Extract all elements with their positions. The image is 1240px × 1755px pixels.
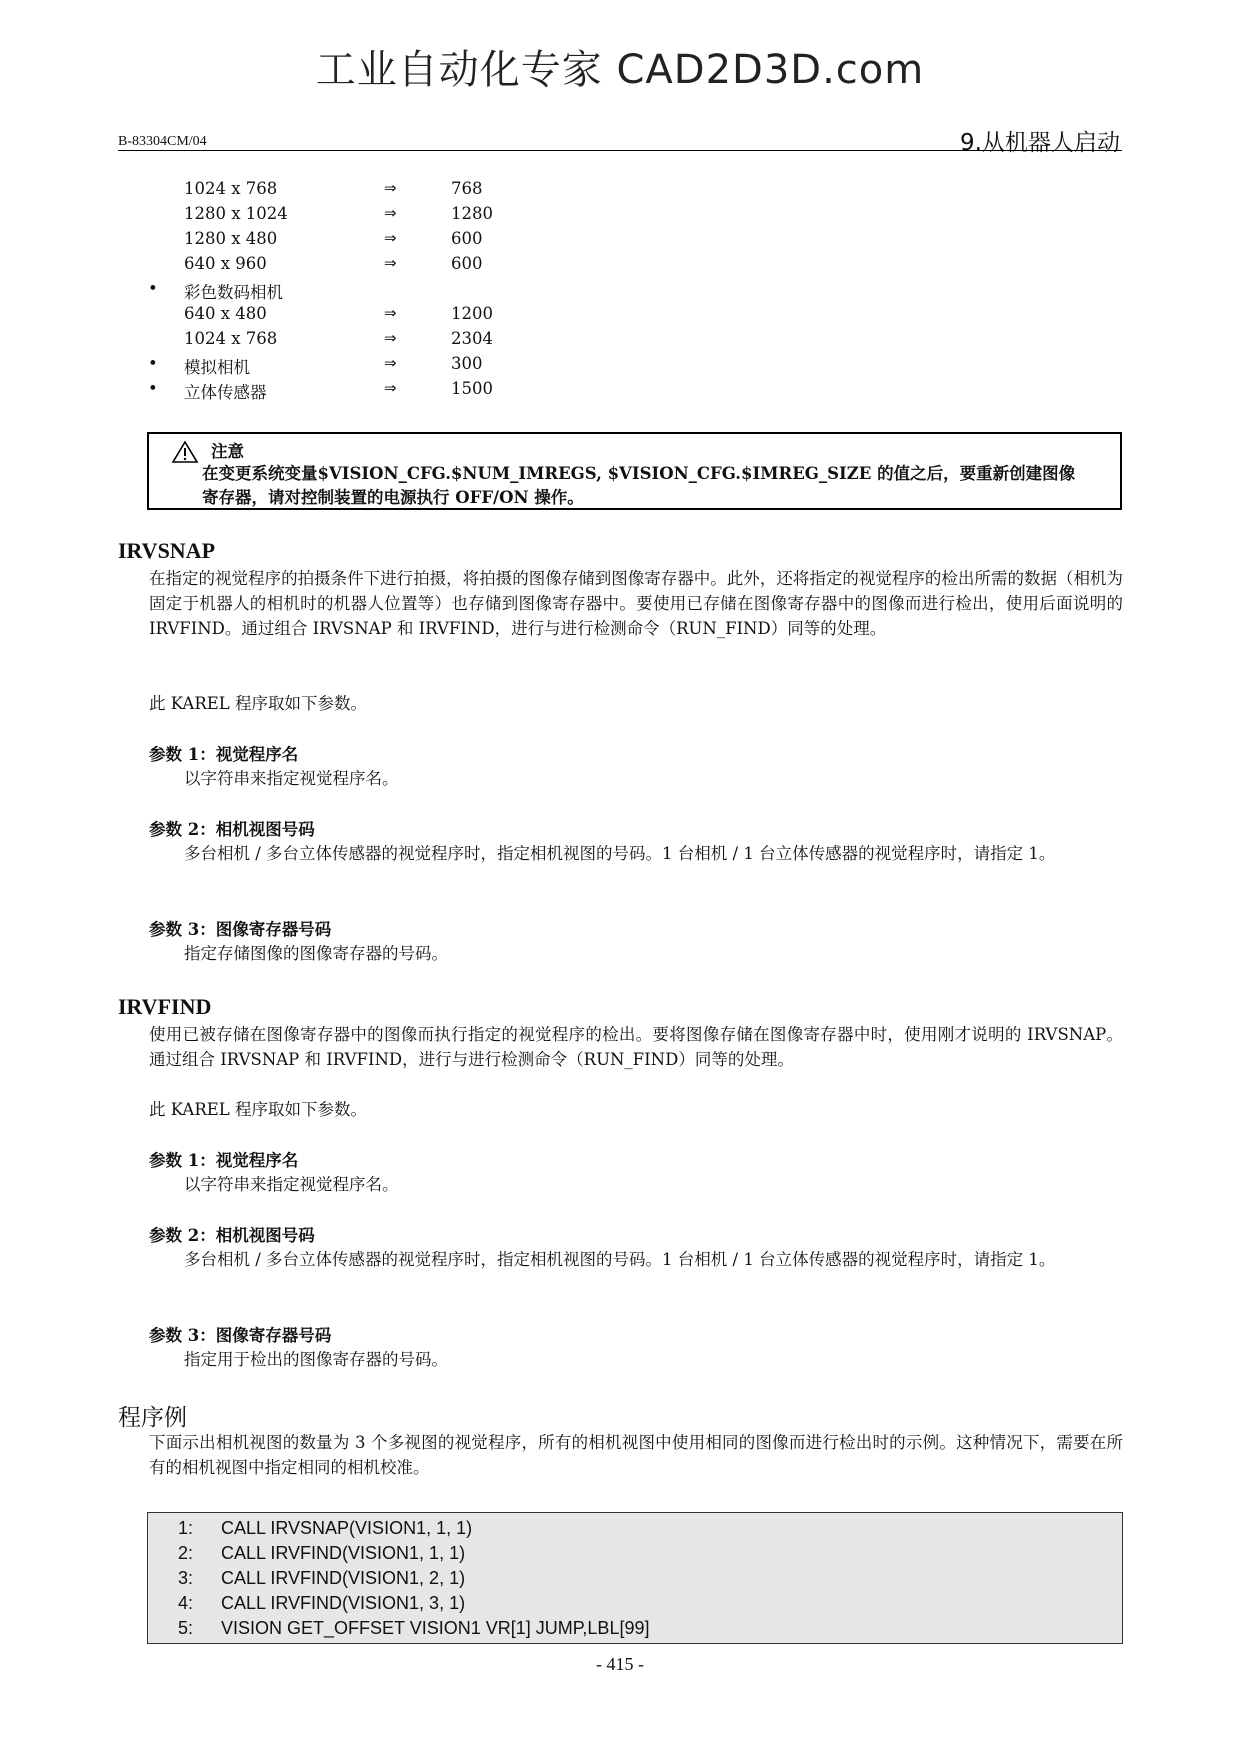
arrow-icon: ⇒ xyxy=(384,179,397,197)
line-number: 5: xyxy=(178,1618,194,1638)
irvfind-param2-heading: 参数 2：相机视图号码 xyxy=(149,1226,315,1245)
size-value: 1500 xyxy=(451,379,493,398)
irvfind-intro: 此 KAREL 程序取如下参数。 xyxy=(149,1100,367,1119)
size-row xyxy=(0,279,1240,304)
arrow-icon: ⇒ xyxy=(384,329,397,347)
code-listing xyxy=(147,1512,1123,1644)
watermark-title: 工业自动化专家 CAD2D3D.com xyxy=(315,47,925,93)
size-row xyxy=(0,179,1240,204)
section-heading-irvsnap: IRVSNAP xyxy=(118,538,216,563)
size-label: 彩色数码相机 xyxy=(184,283,283,302)
code-text: CALL IRVSNAP(VISION1, 1, 1) xyxy=(221,1518,473,1538)
code-text: CALL IRVFIND(VISION1, 3, 1) xyxy=(221,1593,466,1613)
arrow-icon: ⇒ xyxy=(384,229,397,247)
size-label: 1024 x 768 xyxy=(184,179,278,198)
size-value: 768 xyxy=(451,179,483,198)
caution-box xyxy=(147,432,1122,510)
bullet: • xyxy=(148,354,158,373)
chapter-title: 9.从机器人启动 xyxy=(960,130,1120,156)
irvsnap-param2-heading: 参数 2：相机视图号码 xyxy=(149,820,315,839)
irvfind-param3-text: 指定用于检出的图像寄存器的号码。 xyxy=(184,1350,448,1369)
size-row xyxy=(0,354,1240,379)
line-number: 2: xyxy=(178,1543,194,1563)
line-number: 1: xyxy=(178,1518,194,1538)
bullet: • xyxy=(148,379,158,398)
header-rule xyxy=(118,150,1122,151)
code-text: CALL IRVFIND(VISION1, 1, 1) xyxy=(221,1543,466,1563)
caution-text xyxy=(202,462,1102,510)
line-number: 4: xyxy=(178,1593,194,1613)
code-text: CALL IRVFIND(VISION1, 2, 1) xyxy=(221,1568,466,1588)
size-label: 640 x 480 xyxy=(184,304,267,323)
size-label: 1280 x 1024 xyxy=(184,204,288,223)
bullet: • xyxy=(148,279,158,298)
caution-line: 在变更系统变量$VISION_CFG.$NUM_IMREGS, $VISION_CFG.$IMREG_SIZE 的值之后，要重新创建图像 xyxy=(202,464,1076,483)
irvfind-param3-heading: 参数 3：图像寄存器号码 xyxy=(149,1326,332,1345)
irvsnap-intro: 此 KAREL 程序取如下参数。 xyxy=(149,694,367,713)
doc-code: B-83304CM/04 xyxy=(118,134,207,149)
arrow-icon: ⇒ xyxy=(384,304,397,322)
example-description: 下面示出相机视图的数量为 3 个多视图的视觉程序，所有的相机视图中使用相同的图像而进行检出时的示例。这种情况下，需要在所有的相机视图中指定相同的相机校准。 xyxy=(149,1433,1123,1477)
irvsnap-description: 在指定的视觉程序的拍摄条件下进行拍摄，将拍摄的图像存储到图像寄存器中。此外，还将指定的视觉程序的检出所需的数据（相机为固定于机器人的相机时的机器人位置等）也存储到图像寄存器中。要使用已存储在图像寄存器中的图像而进行检出，使用后面说明的 IRVFIND。通过组合 IRVSNAP 和 IRVFIND，进行与进行检测命令（RUN_FIND）同等的处理。 xyxy=(149,569,1123,638)
page-number: - 415 - xyxy=(596,1654,644,1674)
code-text: VISION GET_OFFSET VISION1 VR[1] JUMP,LBL[99] xyxy=(221,1618,650,1638)
size-row xyxy=(0,304,1240,329)
size-value: 2304 xyxy=(451,329,493,348)
irvsnap-param1-heading: 参数 1：视觉程序名 xyxy=(149,745,299,764)
irvsnap-param1-text: 以字符串来指定视觉程序名。 xyxy=(184,769,399,788)
size-row xyxy=(0,229,1240,254)
warning-icon xyxy=(171,440,199,464)
size-label: 1280 x 480 xyxy=(184,229,278,248)
size-value: 1280 xyxy=(451,204,493,223)
size-label: 1024 x 768 xyxy=(184,329,278,348)
size-label: 模拟相机 xyxy=(184,358,250,377)
arrow-icon: ⇒ xyxy=(384,354,397,372)
arrow-icon: ⇒ xyxy=(384,254,397,272)
caution-line: 寄存器，请对控制装置的电源执行 OFF/ON 操作。 xyxy=(202,488,584,507)
size-row xyxy=(0,379,1240,404)
size-row xyxy=(0,204,1240,229)
line-number: 3: xyxy=(178,1568,194,1588)
irvfind-param1-text: 以字符串来指定视觉程序名。 xyxy=(184,1175,399,1194)
arrow-icon: ⇒ xyxy=(384,379,397,397)
size-value: 600 xyxy=(451,229,483,248)
irvfind-param2-text: 多台相机 / 多台立体传感器的视觉程序时，指定相机视图的号码。1 台相机 / 1 台立体传感器的视觉程序时，请指定 1。 xyxy=(184,1250,1056,1269)
arrow-icon: ⇒ xyxy=(384,204,397,222)
size-value: 1200 xyxy=(451,304,493,323)
irvfind-param1-heading: 参数 1：视觉程序名 xyxy=(149,1151,299,1170)
irvsnap-param3-text: 指定存储图像的图像寄存器的号码。 xyxy=(184,944,448,963)
section-heading-example: 程序例 xyxy=(118,1405,187,1431)
size-label: 立体传感器 xyxy=(184,383,267,402)
size-value: 600 xyxy=(451,254,483,273)
size-value: 300 xyxy=(451,354,483,373)
size-row xyxy=(0,254,1240,279)
size-label: 640 x 960 xyxy=(184,254,267,273)
section-heading-irvfind: IRVFIND xyxy=(118,994,212,1019)
irvsnap-param2-text: 多台相机 / 多台立体传感器的视觉程序时，指定相机视图的号码。1 台相机 / 1 台立体传感器的视觉程序时，请指定 1。 xyxy=(184,844,1056,863)
caution-title: 注意 xyxy=(211,442,244,461)
size-row xyxy=(0,329,1240,354)
irvsnap-param3-heading: 参数 3：图像寄存器号码 xyxy=(149,920,332,939)
irvfind-description: 使用已被存储在图像寄存器中的图像而执行指定的视觉程序的检出。要将图像存储在图像寄存器中时，使用刚才说明的 IRVSNAP。通过组合 IRVSNAP 和 IRVFIND，进行与进行检测命令（RUN_FIND）同等的处理。 xyxy=(149,1025,1123,1069)
